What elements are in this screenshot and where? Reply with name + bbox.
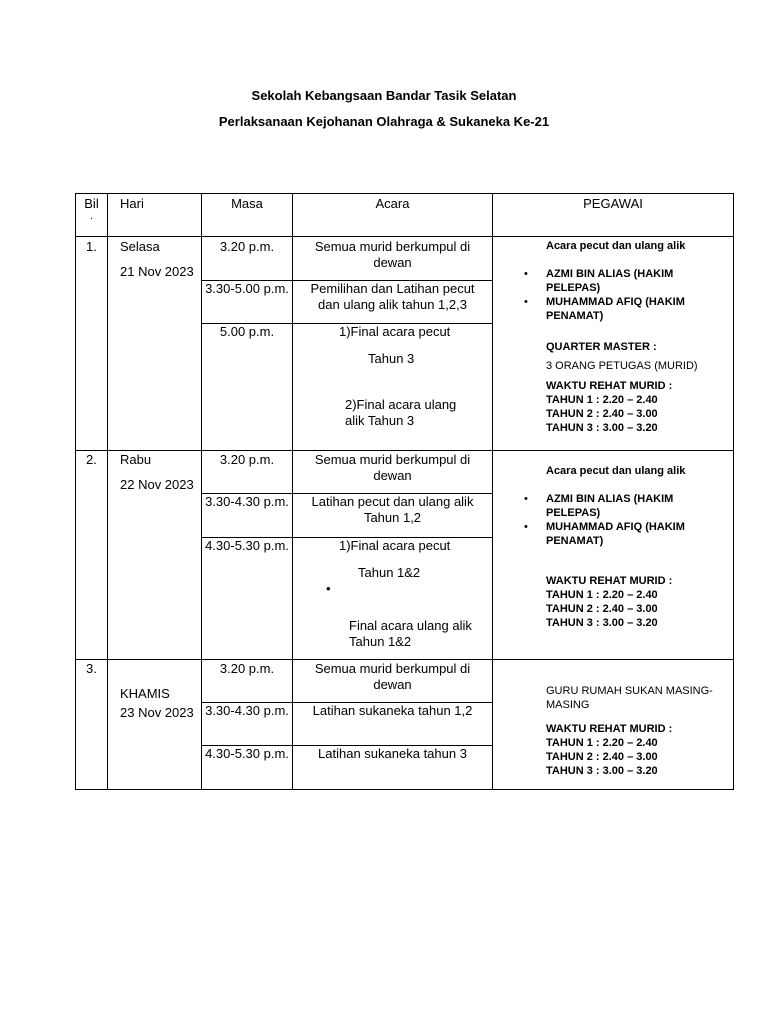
header-row [76,194,734,237]
time-cell: 4.30-5.30 p.m. [202,538,293,660]
activity-cell: Semua murid berkumpul di dewan [293,660,493,703]
day-cell: KHAMIS 23 Nov 2023 [108,660,202,790]
official-item: • MUHAMMAD AFIQ (HAKIM PENAMAT) [546,520,729,548]
activity-cell: Pemilihan dan Latihan pecut dan ulang alik tahun 1,2,3 [293,281,493,324]
rest-time: TAHUN 3 : 3.00 – 3.20 [546,422,658,434]
time-cell: 3.30-5.00 p.m. [202,281,293,324]
day-cell: Rabu 22 Nov 2023 [108,451,202,660]
col-header-acara: Acara [293,194,493,237]
col-header-bil: Bil . [76,194,108,237]
col-header-pegawai: PEGAWAI [493,194,734,237]
time-cell: 3.20 p.m. [202,660,293,703]
rest-time: TAHUN 2 : 2.40 – 3.00 [546,408,658,420]
officials-list [546,267,729,323]
rest-label: WAKTU REHAT MURID : [546,575,673,587]
rest-time: TAHUN 3 : 3.00 – 3.20 [546,765,658,777]
school-title: Sekolah Kebangsaan Bandar Tasik Selatan [251,88,517,103]
col-header-hari: Hari [108,194,202,237]
activity-cell: Semua murid berkumpul di dewan [293,237,493,281]
day-cell: Selasa 21 Nov 2023 [108,237,202,451]
official-item: • AZMI BIN ALIAS (HAKIM PELEPAS) [546,492,729,520]
rest-time: TAHUN 1 : 2.20 – 2.40 [546,737,658,749]
rest-time: TAHUN 3 : 3.00 – 3.20 [546,617,658,629]
time-cell: 5.00 p.m. [202,324,293,451]
row-number: 2. [76,451,108,660]
time-cell: 3.30-4.30 p.m. [202,703,293,746]
pegawai-note: GURU RUMAH SUKAN MASING-MASING [546,685,713,711]
pegawai-heading: Acara pecut dan ulang alik [546,240,686,252]
quarter-master-value: 3 ORANG PETUGAS (MURID) [546,360,698,372]
pegawai-heading: Acara pecut dan ulang alik [546,465,686,477]
activity-cell: 1)Final acara pecut Tahun 1&2 • Final acara ulang alik Tahun 1&2 [293,538,493,660]
activity-cell: 1)Final acara pecut Tahun 3 2)Final acara ulang alik Tahun 3 [293,324,493,451]
pegawai-cell [493,660,734,790]
activity-cell: Latihan sukaneka tahun 1,2 [293,703,493,746]
rest-time: TAHUN 1 : 2.20 – 2.40 [546,589,658,601]
time-cell: 3.20 p.m. [202,451,293,494]
time-cell: 3.30-4.30 p.m. [202,494,293,538]
col-header-masa: Masa [202,194,293,237]
table-row [76,660,734,703]
pegawai-cell [493,451,734,660]
rest-label: WAKTU REHAT MURID : [546,723,673,735]
officials-list [546,492,729,548]
rest-label: WAKTU REHAT MURID : [546,380,673,392]
rest-time: TAHUN 2 : 2.40 – 3.00 [546,603,658,615]
schedule-table [75,193,734,790]
official-item: • AZMI BIN ALIAS (HAKIM PELEPAS) [546,267,729,295]
activity-cell: Latihan sukaneka tahun 3 [293,746,493,790]
activity-bullet-item: • Final acara ulang alik Tahun 1&2 [293,581,492,650]
time-cell: 3.20 p.m. [202,237,293,281]
official-item: • MUHAMMAD AFIQ (HAKIM PENAMAT) [546,295,729,323]
time-cell: 4.30-5.30 p.m. [202,746,293,790]
event-title: Perlaksanaan Kejohanan Olahraga & Sukaneka Ke-21 [218,114,550,129]
activity-cell: Latihan pecut dan ulang alik Tahun 1,2 [293,494,493,538]
pegawai-cell [493,237,734,451]
rest-time: TAHUN 2 : 2.40 – 3.00 [546,751,658,763]
rest-time: TAHUN 1 : 2.20 – 2.40 [546,394,658,406]
activity-cell: Semua murid berkumpul di dewan [293,451,493,494]
row-number: 1. [76,237,108,451]
row-number: 3. [76,660,108,790]
quarter-master-label: QUARTER MASTER : [546,341,657,353]
table-row [76,237,734,281]
table-row [76,451,734,494]
